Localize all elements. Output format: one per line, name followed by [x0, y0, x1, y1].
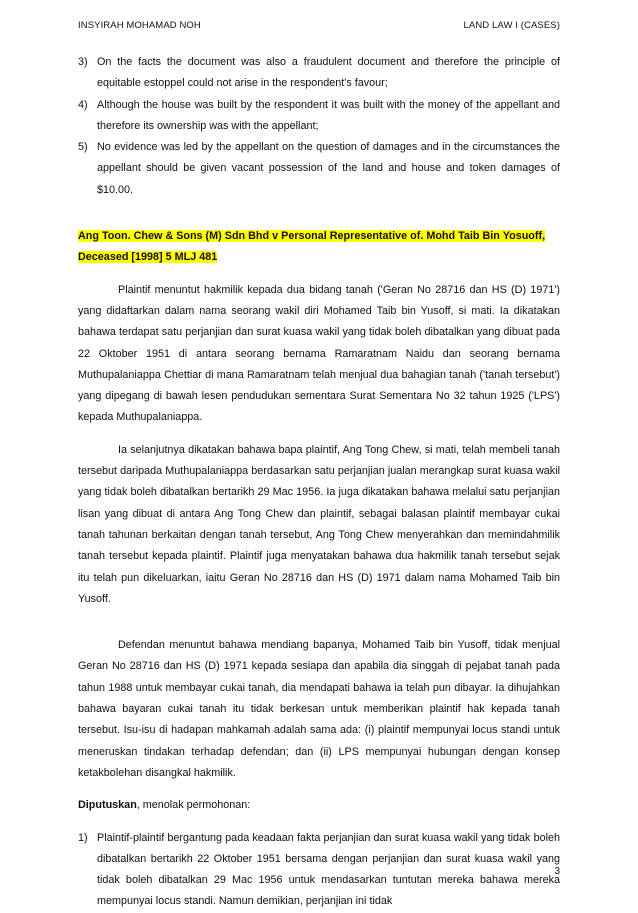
list-item-text: No evidence was led by the appellant on the question of damages and in the circumstances the appellant should be given vacant possession of the land and house and token damages of $10.00. [97, 141, 560, 196]
earlier-points-list [78, 52, 560, 201]
spacer [78, 817, 560, 828]
list-item-number: 5) [78, 141, 88, 154]
held-heading-bold: Diputuskan [78, 799, 137, 812]
held-heading-rest: , menolak permohonan: [136, 799, 251, 812]
spacer [78, 610, 560, 624]
spacer [78, 269, 560, 280]
spacer [78, 201, 560, 215]
case-title-line2: Deceased [1998] 5 MLJ 481 [78, 251, 218, 264]
case-title-line1: Ang Toon. Chew & Sons (M) Sdn Bhd v Personal Representative of. Mohd Taib Bin Yosuoff, [78, 230, 546, 243]
list-item [78, 52, 560, 95]
list-item-text: On the facts the document was also a fraudulent document and therefore the principle of equitable estoppel could not arise in the respondent's favour; [97, 56, 560, 90]
spacer [78, 624, 560, 635]
spacer [78, 784, 560, 795]
paragraph: Ia selanjutnya dikatakan bahawa bapa plaintif, Ang Tong Chew, si mati, telah membeli tanah tersebut daripada Muthupalaniappa berdasarkan satu perjanjian jualan merangkap surat kuasa wakil yang tidak boleh dibatalkan bertarikh 29 Mac 1956. Ia juga dikatakan bahawa melalui satu perjanjian lisan yang dibuat di antara Ang Tong Chew dan plaintif, sebagai balasan plaintif membayar cukai tanah tahunan berkaitan dengan tanah tersebut, Ang Tong Chew menyerahkan dan memindahmilik tanah tersebut kepada plaintif. Plaintif juga menyatakan bahawa dua hakmilik tanah tersebut sejak itu telah pun dikeluarkan, iaitu Geran No 28716 dan HS (D) 1971 dalam nama Mohamed Taib bin Yusoff. [78, 443, 560, 605]
page-number: 3 [554, 866, 560, 877]
list-item [78, 137, 560, 201]
held-points-list [78, 828, 560, 913]
list-item-number: 3) [78, 56, 88, 68]
paragraph: Plaintif menuntut hakmilik kepada dua bidang tanah ('Geran No 28716 dan HS (D) 1971') yang didaftarkan dalam nama seorang wakil diri Mohamed Taib bin Yusoff, si mati. Ia dikatakan bahawa terdapat satu perjanjian dan surat kuasa wakil yang tidak boleh dibatalkan yang dibuat pada 22 Oktober 1951 di antara seorang bernama Ramaratnam Naidu dan seorang bernama Muthupalaniappa Chettiar di mana Ramaratnam telah menjual dua bahagian tanah ('tanah tersebut') yang dipegang di bawah lesen pendudukan sementara Surat Sementara No 32 tahun 1925 ('LPS') kepada Muthupalaniappa. [78, 283, 560, 424]
list-item [78, 828, 560, 913]
list-item [78, 95, 560, 138]
header-course: LAND LAW I (CASES) [463, 20, 560, 31]
list-item-text: Although the house was built by the respondent it was built with the money of the appellant and therefore its ownership was with the appellant; [97, 98, 560, 132]
spacer [78, 429, 560, 440]
page-content [78, 52, 560, 913]
list-item-number: 1) [78, 831, 88, 844]
list-item-text: Plaintif-plaintif bergantung pada keadaan fakta perjanjian dan surat kuasa wakil yang tidak boleh dibatalkan bertarikh 22 Oktober 1951 bersama dengan perjanjian dan surat kuasa wakil yang tidak boleh dibatalkan 29 Mac 1956 untuk mendasarkan tuntutan mereka bahawa mereka mempunyai locus standi. Namun demikian, perjanjian ini tidak [97, 831, 560, 908]
spacer [78, 215, 560, 226]
case-title [78, 226, 560, 269]
header-author: INSYIRAH MOHAMAD NOH [78, 20, 201, 31]
held-heading [78, 795, 560, 816]
page-header [78, 20, 560, 31]
paragraph: Defendan menuntut bahawa mendiang bapanya, Mohamed Taib bin Yusoff, tidak menjual Geran No 28716 dan HS (D) 1971 kepada sesiapa dan apabila dia singgah di pejabat tanah pada tahun 1988 untuk membayar cukai tanah, dia mendapati bahawa ia telah pun dibayar. Ia dihujahkan bahawa bayaran cukai tanah itu tidak berkesan untuk memberikan plaintif hak kepada tanah tersebut. Isu-isu di hadapan mahkamah adalah sama ada: (i) plaintif mempunyai locus standi untuk meneruskan tindakan terhadap defendan; dan (ii) LPS mempunyai hubungan dengan konsep ketakbolehan disangkal hakmilik. [78, 639, 560, 779]
list-item-number: 4) [78, 98, 88, 111]
